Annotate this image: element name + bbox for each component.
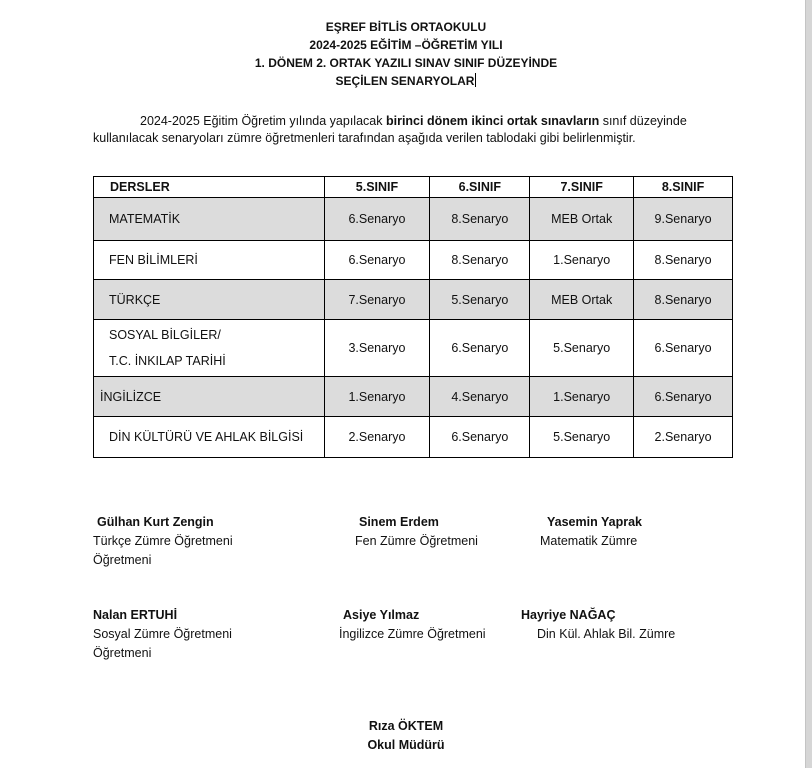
scenario-cell: 8.Senaryo: [634, 280, 733, 320]
scenario-cell: 8.Senaryo: [430, 241, 530, 280]
signer-name: Hayriye NAĞAÇ: [521, 608, 616, 622]
subject-cell: TÜRKÇE: [94, 280, 325, 320]
table-header-row: [94, 177, 733, 198]
signer-name: Sinem Erdem: [359, 515, 439, 529]
scenario-cell: 3.Senaryo: [324, 320, 430, 377]
table-row: [94, 417, 733, 458]
principal-signature: [0, 717, 812, 755]
scenario-cell: 4.Senaryo: [430, 377, 530, 417]
subject-cell: MATEMATİK: [94, 198, 325, 241]
subject-cell: [94, 320, 325, 377]
subject-line-2: T.C. İNKILAP TARİHİ: [109, 354, 226, 368]
scenario-cell: 1.Senaryo: [530, 377, 634, 417]
intro-text-bold: birinci dönem ikinci ortak sınavların: [385, 114, 600, 128]
signer-name: Yasemin Yaprak: [547, 515, 642, 529]
signer-role: Türkçe Zümre Öğretmeni: [93, 534, 233, 548]
signer-role-continued: Öğretmeni: [93, 646, 152, 660]
page-title: [0, 72, 812, 90]
scenario-cell: 6.Senaryo: [634, 320, 733, 377]
scenario-table: [93, 176, 733, 458]
text-cursor: [475, 73, 476, 87]
scenario-cell: 6.Senaryo: [634, 377, 733, 417]
table-row: [94, 241, 733, 280]
principal-title: Okul Müdürü: [367, 738, 445, 752]
column-header-grade8: 8.SINIF: [634, 177, 733, 198]
school-name: EŞREF BİTLİS ORTAOKULU: [325, 20, 487, 34]
column-header-grade6: 6.SINIF: [430, 177, 530, 198]
subject-cell: DİN KÜLTÜRÜ VE AHLAK BİLGİSİ: [94, 417, 325, 458]
scenario-cell: MEB Ortak: [530, 280, 634, 320]
column-header-grade5: 5.SINIF: [324, 177, 430, 198]
signature-block-math: [540, 513, 720, 551]
scenario-cell: 8.Senaryo: [634, 241, 733, 280]
subtitle-text: SEÇİLEN SENARYOLAR: [335, 74, 475, 88]
signer-role-continued: Öğretmeni: [93, 553, 152, 567]
signer-role: Fen Zümre Öğretmeni: [355, 534, 478, 548]
signature-block-turkish: [93, 513, 293, 570]
principal-name: Rıza ÖKTEM: [368, 719, 444, 733]
subject-line-1: SOSYAL BİLGİLER/: [109, 328, 221, 342]
scenario-cell: 2.Senaryo: [634, 417, 733, 458]
scenario-cell: MEB Ortak: [530, 198, 634, 241]
signature-block-religion: [521, 606, 721, 644]
intro-text-start: 2024-2025 Eğitim Öğretim yılında yapılacak: [140, 114, 386, 128]
academic-year: 2024-2025 EĞİTİM –ÖĞRETİM YILI: [309, 38, 503, 52]
signature-block-science: [355, 513, 535, 551]
signer-role: İngilizce Zümre Öğretmeni: [339, 627, 486, 641]
table-row: [94, 280, 733, 320]
signer-role: Din Kül. Ahlak Bil. Zümre: [537, 627, 676, 641]
signer-name: Gülhan Kurt Zengin: [97, 515, 214, 529]
scenario-cell: 5.Senaryo: [430, 280, 530, 320]
scenario-cell: 6.Senaryo: [324, 241, 430, 280]
signer-role: Sosyal Zümre Öğretmeni: [93, 627, 232, 641]
scenario-cell: 5.Senaryo: [530, 320, 634, 377]
scenario-cell: 6.Senaryo: [430, 320, 530, 377]
scenario-cell: 2.Senaryo: [324, 417, 430, 458]
scenario-cell: 6.Senaryo: [430, 417, 530, 458]
intro-paragraph: [93, 113, 733, 147]
signer-name: Asiye Yılmaz: [343, 608, 420, 622]
scenario-cell: 1.Senaryo: [324, 377, 430, 417]
signer-name: Nalan ERTUHİ: [93, 608, 178, 622]
scenario-cell: 7.Senaryo: [324, 280, 430, 320]
signature-block-social: [93, 606, 293, 663]
signature-block-english: [339, 606, 524, 644]
scenario-cell: 5.Senaryo: [530, 417, 634, 458]
subject-cell: FEN BİLİMLERİ: [94, 241, 325, 280]
signer-role: Matematik Zümre: [540, 534, 638, 548]
table-row: [94, 198, 733, 241]
scenario-cell: 9.Senaryo: [634, 198, 733, 241]
page-edge-scrollbar[interactable]: [805, 0, 812, 768]
column-header-subjects: DERSLER: [94, 177, 325, 198]
scenario-cell: 6.Senaryo: [324, 198, 430, 241]
table-row: [94, 320, 733, 377]
column-header-grade7: 7.SINIF: [530, 177, 634, 198]
exam-title: 1. DÖNEM 2. ORTAK YAZILI SINAV SINIF DÜZEYİNDE: [254, 56, 558, 70]
intro-text-end: sınıf düzeyinde kullanılacak senaryoları zümre öğretmenleri tarafından aşağıda verilen tablodaki gibi belirlenmiştir.: [93, 114, 687, 145]
subject-cell: İNGİLİZCE: [94, 377, 325, 417]
document-header: [0, 18, 812, 90]
scenario-cell: 1.Senaryo: [530, 241, 634, 280]
table-row: [94, 377, 733, 417]
scenario-cell: 8.Senaryo: [430, 198, 530, 241]
